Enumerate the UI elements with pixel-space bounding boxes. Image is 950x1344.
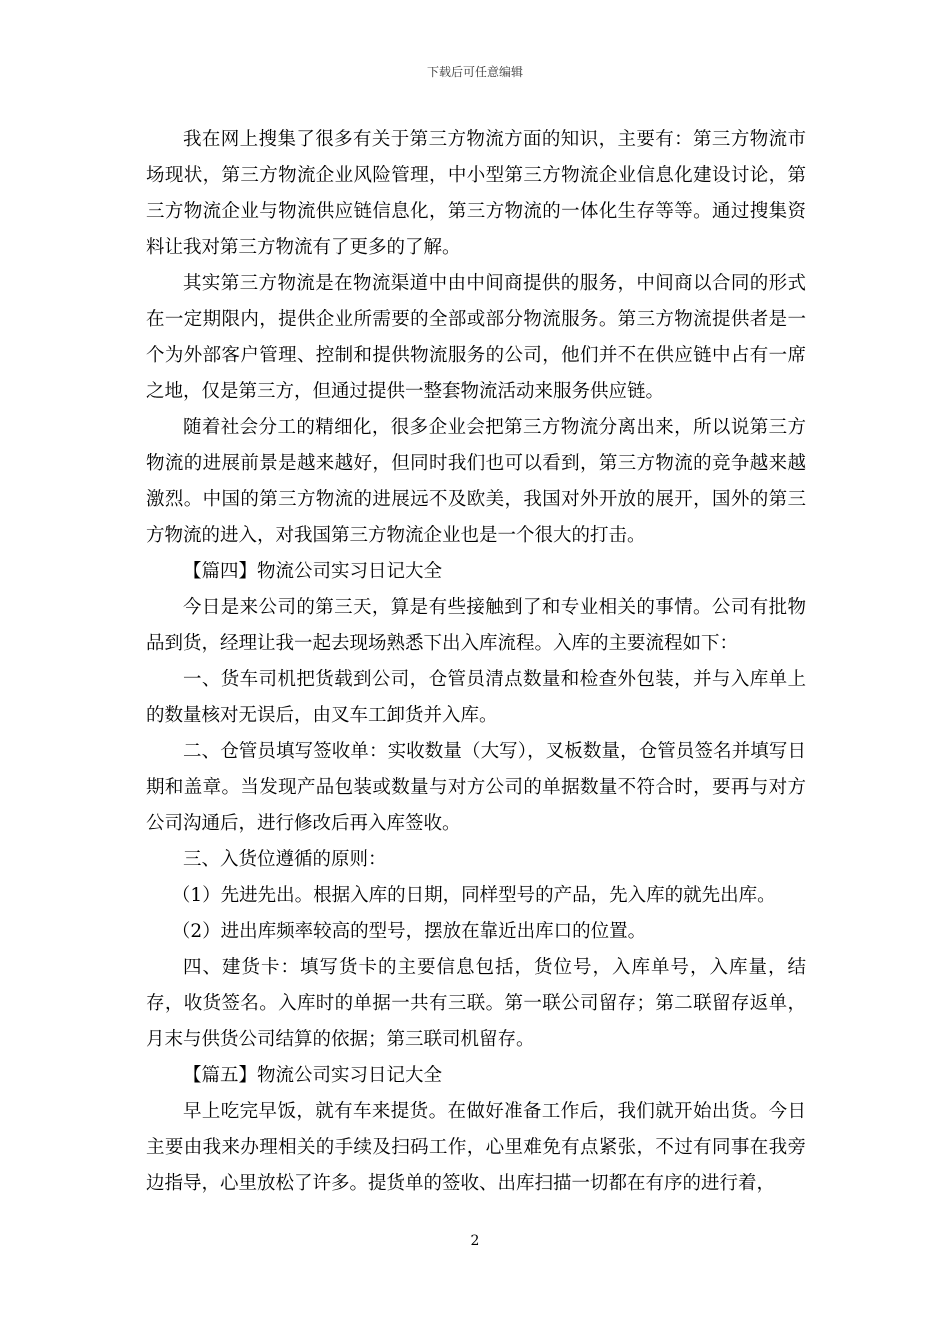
paragraph-pickup-day: 早上吃完早饭，就有车来提货。在做好准备工作后，我们就开始出货。今日主要由我来办理相关的手续及扫码工作，心里难免有点紧张，不过有同事在我旁边指导，心里放松了许多。提货单的签收、出库扫描一切都在有序的进行着， (146, 1101, 806, 1194)
page-header: 下载后可任意编辑 (426, 65, 523, 79)
paragraph-step-one: 一、货车司机把货载到公司，仓管员清点数量和检查外包装，并与入库单上的数量核对无误后，由叉车工卸货并入库。 (146, 669, 806, 726)
paragraph-step-two: 二、仓管员填写签收单：实收数量（大写），叉板数量，仓管员签名并填写日期和盖章。当发现产品包装或数量与对方公司的单据数量不符合时，要再与对方公司沟通后，进行修改后再入库签收。 (146, 741, 806, 834)
page-number: 2 (470, 1233, 480, 1249)
document-body (146, 122, 806, 1202)
section-heading-part-five: 【篇五】物流公司实习日记大全 (183, 1065, 443, 1086)
paragraph-step-four: 四、建货卡：填写货卡的主要信息包括，货位号，入库单号，入库量，结存，收货签名。入库时的单据一共有三联。第一联公司留存；第二联留存返单，月末与供货公司结算的依据；第三联司机留存。 (146, 957, 806, 1050)
list-item-high-frequency: （2）进出库频率较高的型号，摆放在靠近出库口的位置。 (171, 921, 647, 942)
paragraph-day-three: 今日是来公司的第三天，算是有些接触到了和专业相关的事情。公司有批物品到货，经理让我一起去现场熟悉下出入库流程。入库的主要流程如下： (146, 597, 806, 654)
paragraph-development-prospects: 随着社会分工的精细化，很多企业会把第三方物流分离出来，所以说第三方物流的进展前景是越来越好，但同时我们也可以看到，第三方物流的竞争越来越激烈。中国的第三方物流的进展远不及欧美，我国对外开放的展开，国外的第三方物流的进入，对我国第三方物流企业也是一个很大的打击。 (146, 417, 806, 546)
section-heading-part-four: 【篇四】物流公司实习日记大全 (183, 561, 443, 582)
paragraph-step-three: 三、入货位遵循的原则： (183, 849, 387, 870)
paragraph-third-party-definition: 其实第三方物流是在物流渠道中由中间商提供的服务，中间商以合同的形式在一定期限内，提供企业所需要的全部或部分物流服务。第三方物流提供者是一个为外部客户管理、控制和提供物流服务的公司，他们并不在供应链中占有一席之地，仅是第三方，但通过提供一整套物流活动来服务供应链。 (146, 273, 806, 402)
list-item-fifo: （1）先进先出。根据入库的日期，同样型号的产品，先入库的就先出库。 (171, 885, 776, 906)
paragraph-knowledge-collection: 我在网上搜集了很多有关于第三方物流方面的知识，主要有：第三方物流市场现状，第三方物流企业风险管理，中小型第三方物流企业信息化建设讨论，第三方物流企业与物流供应链信息化，第三方物流的一体化生存等等。通过搜集资料让我对第三方物流有了更多的了解。 (146, 129, 806, 258)
